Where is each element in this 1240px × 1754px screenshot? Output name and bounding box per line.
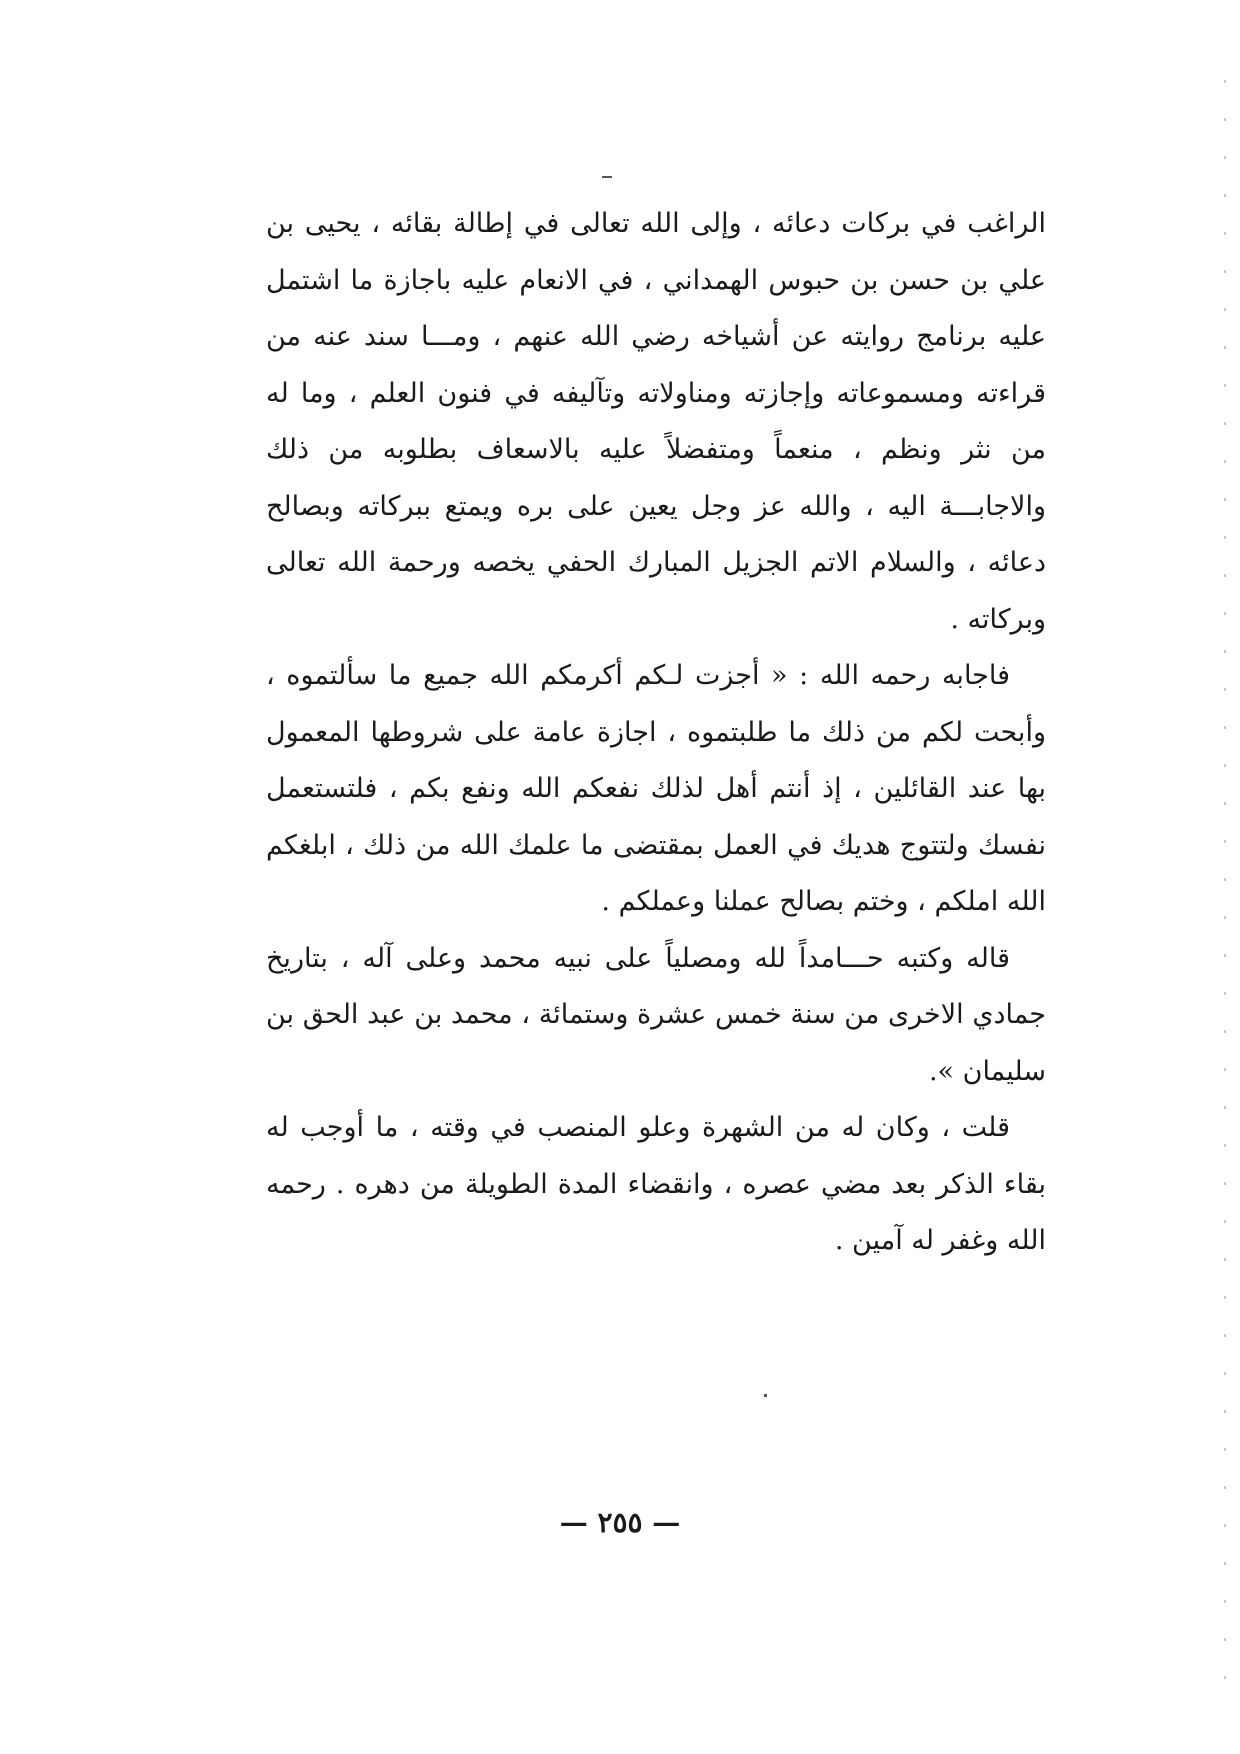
- body-text: [266, 196, 1046, 1270]
- paragraph-signature: قاله وكتبه حـــامداً لله ومصلياً على نبيه محمد وعلى آله ، بتاريخ جمادي الاخرى من سنة خمس عشرة وستمائة ، محمد بن عبد الحق بن سليمان ».: [266, 942, 1046, 1087]
- paragraph-request: الراغب في بركات دعائه ، وإلى الله تعالى في إطالة بقائه ، يحيى بن علي بن حسن بن حبوس الهمداني ، في الانعام عليه باجازة ما اشتمل عليه برنامج روايته عن أشياخه رضي الله عنهم ، ومـــا سند عنه من قراءته ومسموعاته وإجازته ومناولاته وتآليفه في فنون العلم ، وما له من نثر ونظم ، منعماً ومتفضلاً عليه بالاسعاف بطلوبه من ذلك والاجابـــة اليه ، والله عز وجل يعين على بره ويمتع ببركاته وبصالح دعائه ، والسلام الاتم الجزيل المبارك الحفي يخصه ورحمة الله تعالى وبركاته .: [266, 208, 1046, 635]
- paragraph-reply: فاجابه رحمه الله : « أجزت لـكم أكرمكم الله جميع ما سألتموه ، وأبحت لكم من ذلك ما طلبتموه ، اجازة عامة على شروطها المعمول بها عند القائلين ، إذ أنتم أهل لذلك نفعكم الله ونفع بكم ، فلتستعمل نفسك ولتتوج هديك في العمل بمقتضى ما علمك الله من ذلك ، ابلغكم الله املكم ، وختم بصالح عملنا وعملكم .: [266, 660, 1046, 917]
- paragraph-closing: قلت ، وكان له من الشهرة وعلو المنصب في وقته ، ما أوجب له بقاء الذكر بعد مضي عصره ، وانقضاء المدة الطويلة من دهره . رحمه الله وغفر له آمين .: [266, 1112, 1046, 1256]
- scan-edge-artifacts: [1224, 80, 1226, 1680]
- page-number: — ٢٥٥ —: [559, 1506, 681, 1539]
- scan-speck: [764, 1394, 767, 1397]
- scan-speck: [602, 176, 612, 178]
